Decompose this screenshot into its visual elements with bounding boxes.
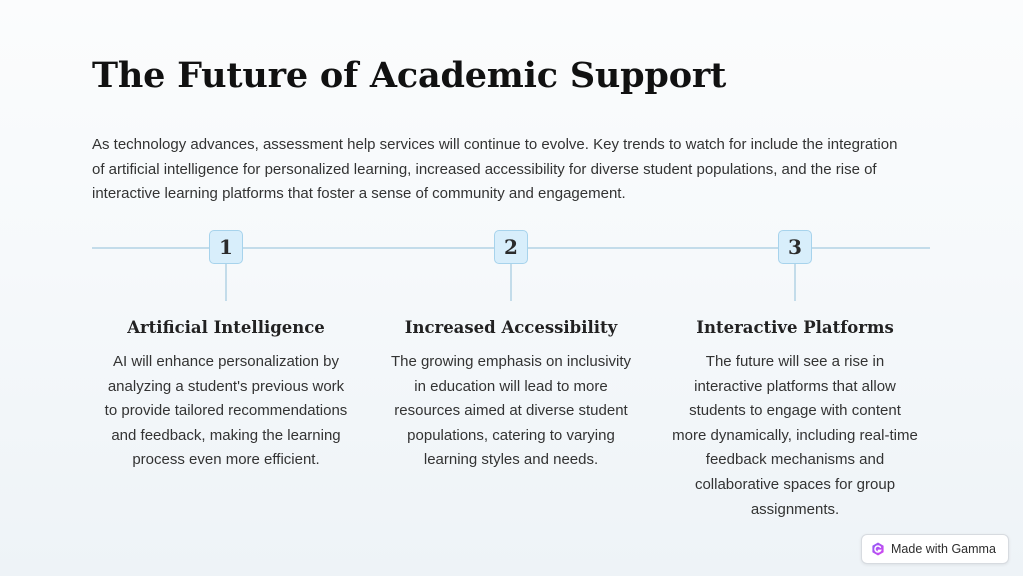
timeline-step-1-connector [225,264,227,301]
timeline-step-1-description: AI will enhance personalization by analyzing a student's previous work to provide tailored recommendations and feedback, making the learning process even more efficient. [104,353,348,469]
made-with-gamma-label: Made with Gamma [891,542,996,556]
timeline-step-1-marker: 1 [209,230,243,264]
timeline-step-1-heading: Artificial Intelligence [127,318,325,337]
timeline-step-2-connector [510,264,512,301]
timeline-step-2-marker: 2 [494,230,528,264]
gamma-logo-icon [871,542,885,556]
timeline-step-2-description: The growing emphasis on inclusivity in education will lead to more resources aimed at diverse student populations, catering to varying learning styles and needs. [390,353,632,469]
timeline-step-3-heading: Interactive Platforms [696,318,894,337]
page-title: The Future of Academic Support [92,55,727,96]
timeline-step-2-heading: Increased Accessibility [404,318,618,337]
made-with-gamma-badge[interactable] [861,534,1009,564]
timeline-step-3-connector [794,264,796,301]
timeline-step-3-description: The future will see a rise in interactive platforms that allow students to engage with content more dynamically, including real-time feedback mechanisms and collaborative spaces for group assignments. [672,353,918,518]
intro-paragraph: As technology advances, assessment help services will continue to evolve. Key trends to watch for include the integration of artificial intelligence for personalized learning, increased accessibility for diverse student populations, and the rise of interactive learning platforms that foster a sense of community and engagement. [92,136,898,203]
timeline-step-3-marker: 3 [778,230,812,264]
